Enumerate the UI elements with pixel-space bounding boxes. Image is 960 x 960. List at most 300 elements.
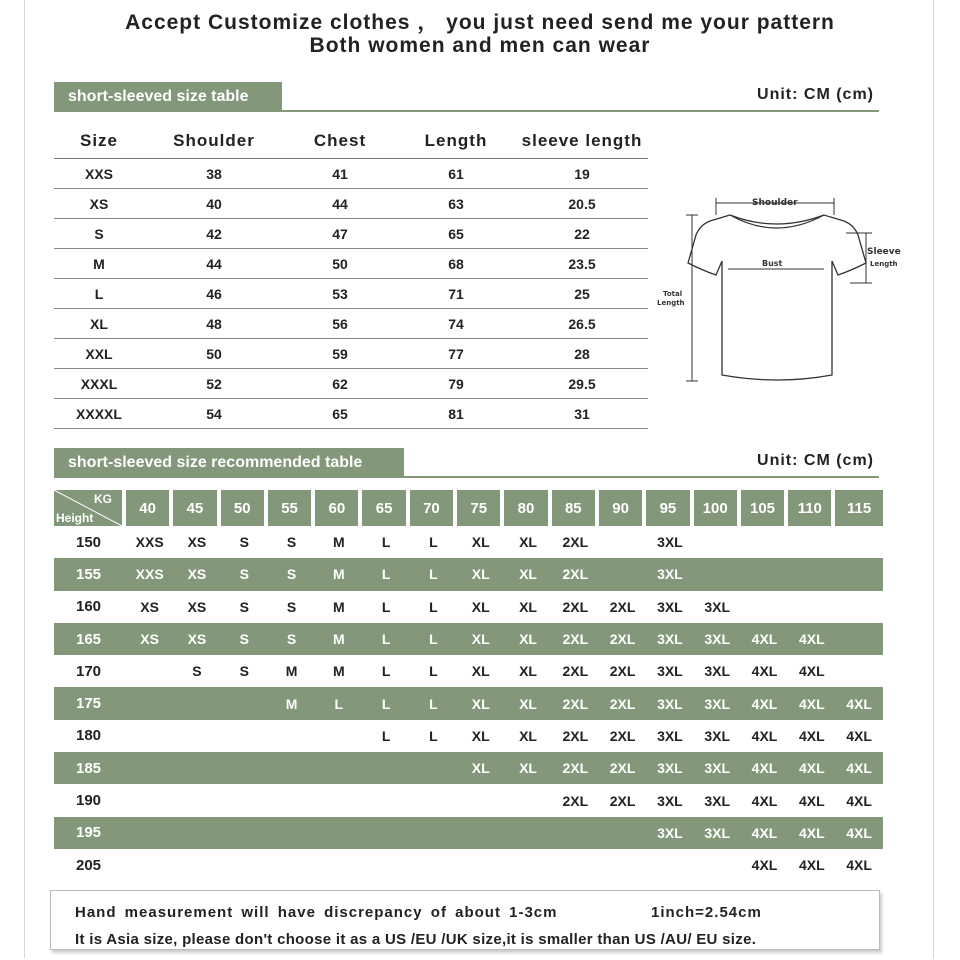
size-col-header: Size (54, 124, 144, 159)
rec-table-row (54, 655, 883, 687)
rec-size-cell: 4XL (788, 623, 835, 655)
size-table (54, 124, 648, 429)
rec-size-cell: XS (173, 623, 220, 655)
rec-size-cell: S (221, 623, 268, 655)
height-cell: 150 (76, 533, 102, 551)
size-table-cell: XXL (54, 339, 144, 369)
rec-size-cell: 4XL (846, 857, 872, 874)
note-discrepancy: Hand measurement will have discrepancy of about 1-3cm (75, 904, 558, 921)
weight-header: 105 (741, 490, 788, 526)
rec-size-cell: XL (457, 623, 504, 655)
tshirt-measurement-diagram (650, 185, 920, 395)
size-table-row (54, 189, 648, 219)
rec-size-cell (221, 720, 268, 752)
rec-size-cell (457, 784, 504, 816)
rec-size-cell: L (362, 623, 409, 655)
rec-size-cell: S (268, 558, 315, 590)
rec-size-cell (221, 817, 268, 849)
rec-size-cell: 2XL (599, 752, 646, 784)
rec-size-cell: 4XL (788, 752, 835, 784)
rec-size-cell: 4XL (798, 663, 825, 680)
rec-size-cell: S (239, 663, 249, 680)
rec-size-cell: M (333, 598, 345, 615)
rec-size-cell: 4XL (846, 727, 872, 744)
rec-size-cell: 4XL (788, 687, 835, 719)
rec-table-row (54, 558, 883, 590)
rec-size-cell: L (410, 687, 457, 719)
size-table-title: short-sleeved size table (54, 82, 282, 112)
size-table-row (54, 279, 648, 309)
size-table-cell: XS (54, 189, 144, 219)
total-length-label: Length (657, 299, 685, 307)
rec-size-cell: 2XL (599, 687, 646, 719)
weight-header: 60 (315, 490, 362, 526)
weight-header: 100 (694, 490, 741, 526)
size-table-cell: 44 (144, 249, 284, 279)
rec-table-row (54, 784, 883, 816)
rec-size-cell: 3XL (694, 817, 741, 849)
rec-size-cell: L (410, 623, 457, 655)
size-table-cell: 63 (396, 189, 516, 219)
weight-header: 85 (552, 490, 599, 526)
rec-size-cell: 4XL (835, 687, 882, 719)
size-table-cell: 38 (144, 159, 284, 189)
rec-size-cell: XL (471, 727, 490, 744)
rec-size-cell: L (381, 534, 391, 551)
rec-size-cell: 4XL (751, 727, 778, 744)
rec-size-cell: 4XL (741, 817, 788, 849)
rec-size-cell (173, 849, 220, 881)
rec-size-cell: S (239, 534, 249, 551)
rec-size-cell (835, 591, 882, 623)
rec-size-cell: 3XL (657, 663, 683, 680)
rec-size-cell: 4XL (835, 752, 882, 784)
rec-size-cell (362, 752, 409, 784)
height-label: Height (56, 511, 94, 525)
rec-size-cell: 2XL (552, 687, 599, 719)
rec-size-cell: 2XL (599, 623, 646, 655)
size-table-cell: 81 (396, 399, 516, 429)
weight-header: 50 (221, 490, 268, 526)
rec-size-cell: 4XL (835, 817, 882, 849)
sleeve-label: Sleeve (867, 247, 901, 257)
weight-header: 115 (835, 490, 882, 526)
rec-size-cell (268, 752, 315, 784)
size-table-cell: XXXXL (54, 399, 144, 429)
rec-size-cell: XS (126, 623, 173, 655)
rec-size-cell: 4XL (751, 663, 778, 680)
rec-size-cell: XXS (126, 558, 173, 590)
rec-size-cell: 2XL (562, 663, 589, 680)
height-cell: 205 (76, 856, 102, 874)
tshirt-outline (688, 215, 866, 380)
height-cell: 175 (54, 687, 126, 719)
rec-size-cell: M (333, 663, 345, 680)
rec-size-cell (221, 784, 268, 816)
rec-size-cell: XS (173, 558, 220, 590)
rec-size-cell (173, 752, 220, 784)
rec-size-cell (173, 720, 220, 752)
rec-size-cell (362, 849, 409, 881)
size-table-row (54, 309, 648, 339)
bust-label: Bust (762, 259, 783, 268)
rec-size-cell: XS (187, 598, 207, 615)
header-line-2: Both women and men can wear (309, 34, 651, 57)
rec-table-title: short-sleeved size recommended table (54, 448, 404, 478)
height-cell: 180 (76, 727, 102, 745)
rec-size-cell: 3XL (704, 727, 731, 744)
height-cell: 190 (76, 792, 102, 810)
rec-size-cell: L (429, 598, 438, 615)
size-col-header: sleeve length (516, 124, 648, 159)
rec-size-cell: 3XL (657, 727, 683, 744)
rec-size-cell: 4XL (751, 792, 778, 809)
rec-size-cell: 4XL (798, 792, 825, 809)
size-table-row (54, 369, 648, 399)
rec-size-cell: XL (504, 752, 551, 784)
rec-size-cell: 2XL (562, 727, 589, 744)
rec-size-cell: XL (519, 663, 537, 680)
rec-size-cell (362, 817, 409, 849)
size-table-cell: 56 (284, 309, 396, 339)
rec-size-cell: M (315, 623, 362, 655)
rec-table-divider (54, 476, 879, 478)
size-table-cell: 65 (284, 399, 396, 429)
rec-size-cell: S (192, 663, 202, 680)
rec-size-cell (788, 526, 835, 558)
rec-size-cell (126, 849, 173, 881)
rec-size-cell (173, 784, 220, 816)
rec-size-cell (268, 784, 315, 816)
rec-size-cell (315, 784, 362, 816)
size-table-cell: 19 (516, 159, 648, 189)
rec-size-cell: XL (457, 687, 504, 719)
size-table-cell: 42 (144, 219, 284, 249)
rec-table-row (54, 720, 883, 752)
rec-size-cell (410, 784, 457, 816)
rec-size-cell (221, 752, 268, 784)
size-table-cell: 52 (144, 369, 284, 399)
size-col-header: Length (396, 124, 516, 159)
size-table-cell: M (54, 249, 144, 279)
rec-size-cell (126, 720, 173, 752)
rec-size-cell: XL (519, 534, 537, 551)
rec-size-cell (552, 849, 599, 881)
note-inch-conversion: 1inch=2.54cm (651, 904, 762, 921)
rec-size-cell: 2XL (609, 663, 636, 680)
recommended-size-table (54, 490, 883, 881)
size-table-row (54, 399, 648, 429)
size-table-cell: 29.5 (516, 369, 648, 399)
rec-size-cell: 3XL (694, 623, 741, 655)
rec-size-cell (126, 784, 173, 816)
size-table-cell: L (54, 279, 144, 309)
rec-table-row (54, 623, 883, 655)
rec-size-cell: 4XL (846, 792, 872, 809)
rec-size-cell: 3XL (694, 752, 741, 784)
rec-size-cell: M (315, 558, 362, 590)
size-table-row (54, 339, 648, 369)
size-table-cell: 77 (396, 339, 516, 369)
rec-size-cell (599, 558, 646, 590)
rec-size-cell: 3XL (646, 817, 693, 849)
size-table-cell: XXS (54, 159, 144, 189)
rec-size-cell: 2XL (552, 558, 599, 590)
size-table-cell: 71 (396, 279, 516, 309)
rec-size-cell: 2XL (562, 598, 589, 615)
rec-table-row (54, 849, 883, 881)
rec-table-row (54, 687, 883, 719)
rec-size-cell (315, 720, 362, 752)
rec-size-cell (457, 849, 504, 881)
rec-size-cell (268, 817, 315, 849)
rec-size-cell: L (362, 558, 409, 590)
height-cell: 160 (76, 598, 102, 616)
size-table-row (54, 249, 648, 279)
rec-size-cell (504, 849, 551, 881)
rec-size-cell: L (381, 727, 391, 744)
size-table-cell: 59 (284, 339, 396, 369)
rec-table-row (54, 526, 883, 558)
rec-size-cell: 4XL (788, 817, 835, 849)
rec-size-cell (835, 526, 882, 558)
rec-size-cell: 2XL (562, 534, 589, 551)
rec-size-cell (694, 849, 741, 881)
weight-header: 80 (504, 490, 551, 526)
weight-header: 90 (599, 490, 646, 526)
size-table-cell: 44 (284, 189, 396, 219)
size-table-cell: 41 (284, 159, 396, 189)
rec-size-cell: XXS (135, 534, 164, 551)
rec-size-cell: L (410, 558, 457, 590)
size-table-divider (54, 110, 879, 112)
note-asia-size: It is Asia size, please don't choose it as a US /EU /UK size,it is smaller than US /AU/ EU size. (75, 931, 757, 948)
rec-size-cell (504, 784, 551, 816)
weight-header: 70 (410, 490, 457, 526)
rec-size-cell: 4XL (741, 752, 788, 784)
rec-size-cell: 3XL (694, 687, 741, 719)
rec-size-cell (457, 817, 504, 849)
size-table-cell: 25 (516, 279, 648, 309)
rec-size-cell (315, 752, 362, 784)
rec-size-cell (599, 526, 646, 558)
rec-size-cell (694, 526, 741, 558)
size-table-cell: 53 (284, 279, 396, 309)
size-table-cell: XL (54, 309, 144, 339)
size-table-cell: 54 (144, 399, 284, 429)
rec-size-cell: S (286, 598, 297, 615)
rec-table-unit: Unit: CM (cm) (757, 452, 874, 469)
rec-size-cell: XL (471, 534, 490, 551)
rec-size-cell: S (286, 534, 297, 551)
header-line-1: Accept Customize clothes ， you just need send me your pattern (125, 11, 835, 34)
rec-size-cell: XL (504, 558, 551, 590)
rec-size-cell (741, 526, 788, 558)
weight-header: 75 (457, 490, 504, 526)
rec-size-cell (646, 849, 693, 881)
rec-size-cell (126, 655, 173, 687)
rec-size-cell (599, 817, 646, 849)
rec-size-cell: XL (504, 687, 551, 719)
rec-size-cell (173, 817, 220, 849)
rec-size-cell: 2XL (552, 752, 599, 784)
rec-size-cell (221, 849, 268, 881)
rec-size-cell (741, 558, 788, 590)
rec-table-row (54, 752, 883, 784)
size-table-cell: 31 (516, 399, 648, 429)
rec-table-row (54, 817, 883, 849)
size-col-header: Shoulder (144, 124, 284, 159)
rec-size-cell: XL (519, 598, 537, 615)
rec-size-cell: XL (457, 558, 504, 590)
rec-table-corner (54, 490, 126, 526)
size-table-header (54, 124, 648, 159)
rec-size-cell: 4XL (741, 687, 788, 719)
height-cell: 155 (54, 558, 126, 590)
rec-size-cell: XS (187, 534, 207, 551)
rec-size-cell: 3XL (657, 534, 683, 551)
height-cell: 170 (76, 662, 102, 680)
rec-size-cell: XS (140, 598, 159, 615)
size-table-cell: 61 (396, 159, 516, 189)
rec-size-cell (410, 752, 457, 784)
size-table-cell: 65 (396, 219, 516, 249)
weight-header: 95 (646, 490, 693, 526)
size-table-cell: 20.5 (516, 189, 648, 219)
rec-size-cell (835, 558, 882, 590)
rec-size-cell: L (381, 598, 391, 615)
measurement-note-box (50, 890, 880, 950)
weight-header: 110 (788, 490, 835, 526)
rec-size-cell: 2XL (562, 792, 589, 809)
rec-size-cell: 3XL (646, 752, 693, 784)
rec-size-cell: 3XL (657, 792, 683, 809)
size-table-unit: Unit: CM (cm) (757, 86, 874, 103)
rec-size-cell: M (333, 534, 345, 551)
rec-size-cell: 4XL (798, 857, 825, 874)
rec-size-cell: 2XL (609, 792, 636, 809)
rec-size-cell: XL (471, 663, 490, 680)
rec-size-cell: L (429, 663, 438, 680)
weight-header: 40 (126, 490, 173, 526)
rec-size-cell: 4XL (798, 727, 825, 744)
rec-size-cell: XL (471, 598, 490, 615)
sleeve-length-label: Length (870, 260, 898, 268)
rec-size-cell: 3XL (646, 687, 693, 719)
size-table-cell: 50 (284, 249, 396, 279)
rec-size-cell (268, 720, 315, 752)
kg-label: KG (94, 492, 112, 506)
rec-size-cell (126, 752, 173, 784)
size-table-cell: 28 (516, 339, 648, 369)
rec-size-cell: 4XL (741, 623, 788, 655)
rec-size-cell (410, 817, 457, 849)
rec-size-cell: 3XL (704, 663, 731, 680)
rec-size-cell: L (362, 687, 409, 719)
rec-size-cell (315, 817, 362, 849)
rec-size-cell: S (221, 558, 268, 590)
rec-size-cell: 4XL (751, 857, 778, 874)
rec-size-cell: XL (519, 727, 537, 744)
size-table-cell: 74 (396, 309, 516, 339)
rec-size-cell: 3XL (657, 598, 683, 615)
size-table-cell: 46 (144, 279, 284, 309)
rec-size-cell (694, 558, 741, 590)
rec-size-cell: L (315, 687, 362, 719)
rec-table-row (54, 591, 883, 623)
height-cell: 195 (54, 817, 126, 849)
weight-header: 45 (173, 490, 220, 526)
size-table-cell: 40 (144, 189, 284, 219)
size-table-cell: 22 (516, 219, 648, 249)
size-table-row (54, 159, 648, 189)
size-table-cell: 62 (284, 369, 396, 399)
rec-size-cell (221, 687, 268, 719)
rec-size-cell (599, 849, 646, 881)
weight-header: 65 (362, 490, 409, 526)
total-label: Total (663, 290, 683, 298)
rec-size-cell (362, 784, 409, 816)
rec-size-cell: 2XL (609, 598, 636, 615)
rec-size-cell (741, 591, 788, 623)
rec-size-cell: M (268, 687, 315, 719)
rec-size-cell: S (268, 623, 315, 655)
rec-size-cell: 2XL (552, 623, 599, 655)
weight-header: 55 (268, 490, 315, 526)
rec-size-cell (410, 849, 457, 881)
rec-size-cell (552, 817, 599, 849)
rec-size-cell (835, 623, 882, 655)
size-col-header: Chest (284, 124, 396, 159)
rec-size-cell: S (239, 598, 249, 615)
height-cell: 185 (54, 752, 126, 784)
size-table-cell: 68 (396, 249, 516, 279)
rec-size-cell: 3XL (704, 598, 731, 615)
rec-size-cell: XL (504, 623, 551, 655)
size-table-cell: 79 (396, 369, 516, 399)
rec-size-cell: L (429, 534, 438, 551)
rec-size-cell (788, 558, 835, 590)
rec-size-cell: 3XL (646, 623, 693, 655)
rec-size-cell (315, 849, 362, 881)
size-table-cell: XXXL (54, 369, 144, 399)
size-table-cell: 47 (284, 219, 396, 249)
size-table-row (54, 219, 648, 249)
shoulder-label: Shoulder (752, 198, 798, 208)
rec-size-cell: L (381, 663, 391, 680)
size-table-cell: 23.5 (516, 249, 648, 279)
size-table-cell: 50 (144, 339, 284, 369)
rec-size-cell: 3XL (646, 558, 693, 590)
rec-size-cell: XL (457, 752, 504, 784)
rec-size-cell (126, 687, 173, 719)
rec-size-cell (173, 687, 220, 719)
rec-size-cell (268, 849, 315, 881)
rec-size-cell: M (285, 663, 298, 680)
size-table-cell: S (54, 219, 144, 249)
rec-size-cell (835, 655, 882, 687)
size-table-cell: 26.5 (516, 309, 648, 339)
rec-size-cell: 3XL (704, 792, 731, 809)
rec-size-cell (788, 591, 835, 623)
rec-size-cell: 2XL (609, 727, 636, 744)
rec-table-header (54, 490, 883, 526)
rec-size-cell (504, 817, 551, 849)
rec-size-cell (126, 817, 173, 849)
height-cell: 165 (54, 623, 126, 655)
size-table-cell: 48 (144, 309, 284, 339)
rec-size-cell: L (429, 727, 438, 744)
